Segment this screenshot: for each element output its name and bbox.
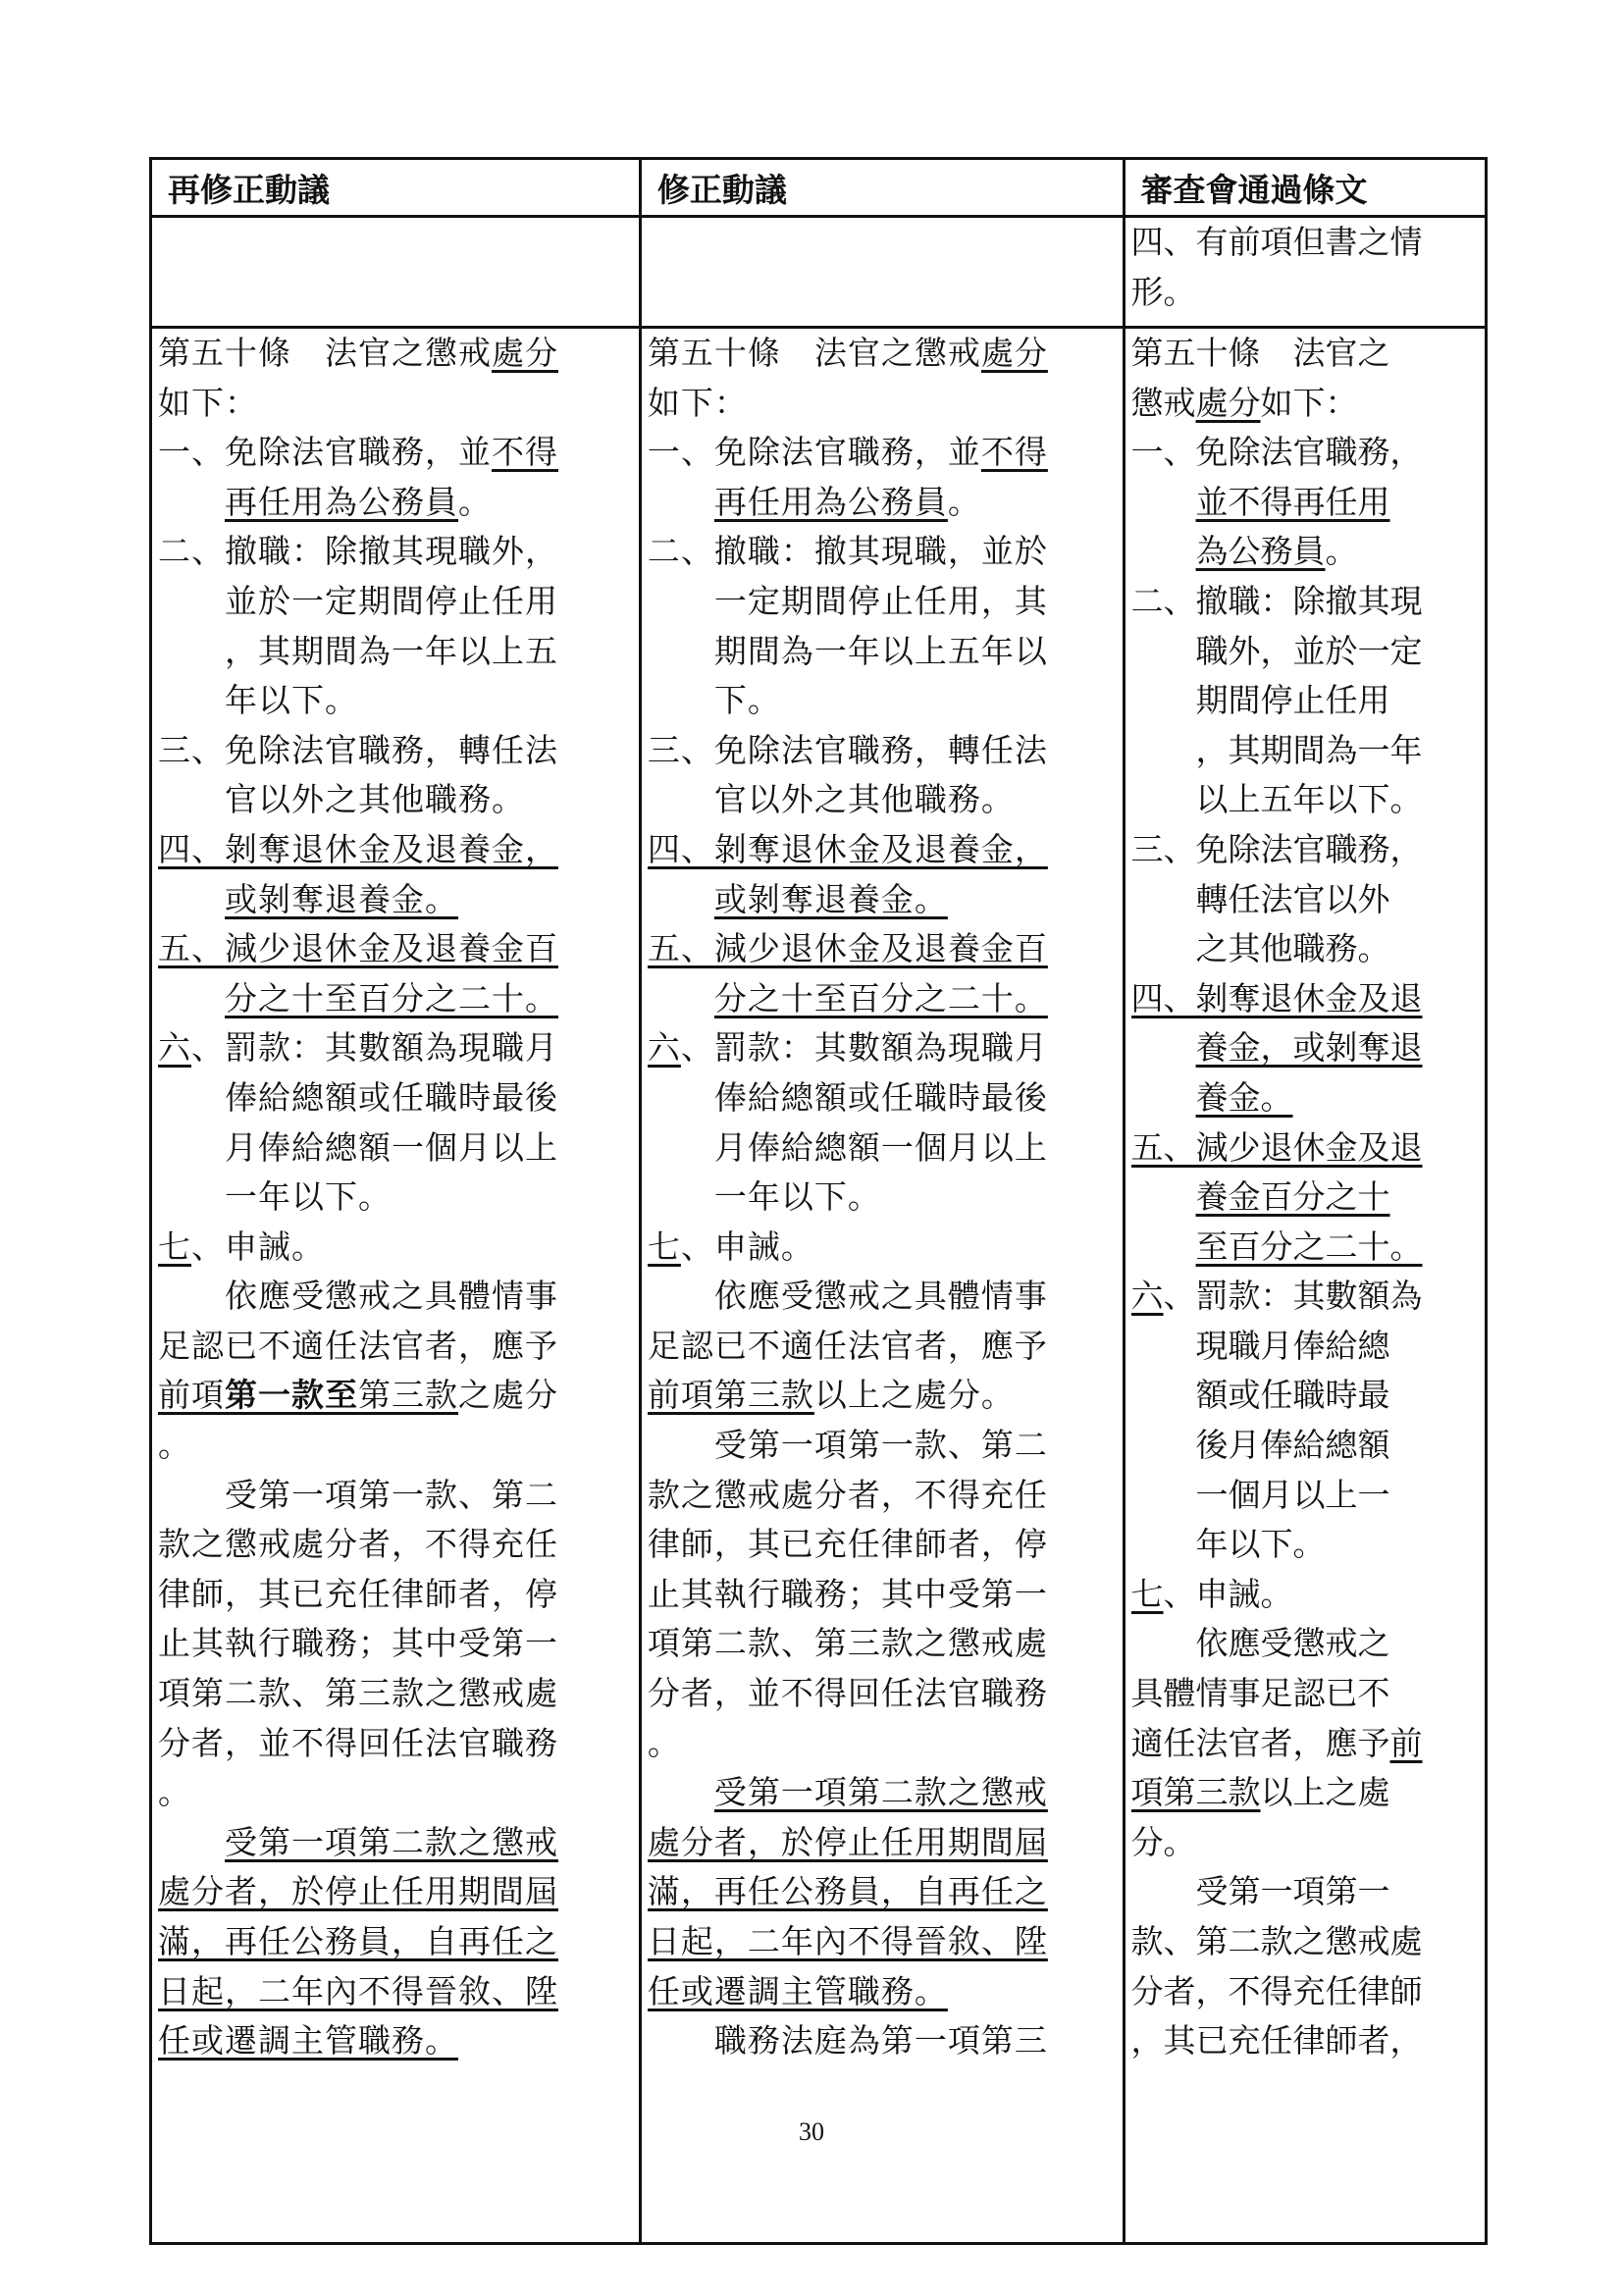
table-row — [151, 328, 1487, 2244]
text-segment: 受第一項第一款、第二 — [158, 1475, 558, 1514]
text-line — [158, 1173, 633, 1223]
text-line — [158, 428, 633, 478]
text-segment: 前項第三款 — [647, 1376, 814, 1415]
text-line — [158, 775, 633, 825]
text-line — [158, 1073, 633, 1123]
text-segment: 處分者，於停止任用期間屆 — [158, 1872, 558, 1911]
text-line — [648, 1719, 1117, 1769]
text-segment: 三、免除法官職務， — [1130, 829, 1423, 868]
text-segment: 或剝奪退養金。 — [713, 879, 948, 918]
text-line — [158, 478, 633, 528]
text-line — [1131, 924, 1479, 974]
text-segment: 受第一項第一 — [1130, 1872, 1390, 1911]
text-line — [648, 1669, 1117, 1719]
text-segment: 七 — [158, 1226, 191, 1266]
text-line — [158, 1223, 633, 1273]
text-segment: 七 — [1130, 1574, 1164, 1613]
text-line — [158, 924, 633, 974]
text-segment: 日起，二年內不得晉敘、陞 — [647, 1922, 1048, 1960]
text-segment: 款之懲戒處分者，不得充任 — [647, 1475, 1048, 1514]
text-segment: 一定期間停止任用，其 — [647, 581, 1048, 620]
text-segment: 五、減少退休金及退養金百 — [647, 929, 1048, 968]
text-line — [158, 1421, 633, 1471]
text-line — [158, 676, 633, 726]
text-line — [158, 1520, 633, 1570]
text-line — [1131, 775, 1479, 825]
text-segment: 懲戒 — [1130, 383, 1196, 422]
text-line — [1131, 875, 1479, 925]
text-segment: ，其已充任律師者， — [1130, 2021, 1423, 2061]
text-segment: 五、減少退休金及退養金百 — [158, 929, 558, 968]
text-line — [648, 527, 1117, 577]
text-segment — [648, 483, 714, 521]
text-line — [648, 875, 1117, 925]
text-line — [1131, 627, 1479, 677]
text-line — [1131, 527, 1479, 577]
text-line — [1131, 676, 1479, 726]
text-segment: 四、剝奪退休金及退養金， — [647, 829, 1048, 868]
text-segment: 具體情事足認已不 — [1130, 1674, 1390, 1713]
text-line — [158, 329, 633, 379]
text-segment: 下。 — [647, 681, 781, 720]
text-line — [1131, 218, 1479, 268]
text-line — [1131, 1471, 1479, 1521]
text-segment: 一年以下。 — [647, 1177, 881, 1217]
text-segment — [648, 880, 714, 918]
text-line — [158, 1768, 633, 1818]
cell-re-amendment — [151, 328, 641, 2244]
text-segment: 、罰款：其數額為現職月 — [191, 1028, 558, 1068]
header-re-amendment: 再修正動議 — [151, 159, 641, 217]
text-segment — [648, 1773, 714, 1811]
text-line — [648, 428, 1117, 478]
text-line — [648, 1619, 1117, 1669]
text-segment: 三、免除法官職務，轉任法 — [647, 730, 1048, 769]
text-segment: 額或任職時最 — [1130, 1376, 1390, 1415]
text-segment: 六 — [647, 1028, 681, 1068]
text-segment: 月俸給總額一個月以上 — [647, 1127, 1048, 1167]
text-segment: 處分 — [1195, 383, 1261, 422]
text-segment: 、申誡。 — [680, 1226, 814, 1266]
page-number: 30 — [799, 2117, 824, 2146]
text-line — [1131, 329, 1479, 379]
text-segment: 養金，或剝奪退 — [1195, 1028, 1423, 1068]
comparison-table — [149, 157, 1488, 2245]
text-segment: 七 — [647, 1226, 681, 1266]
text-line — [158, 379, 633, 429]
text-segment: 六 — [1130, 1277, 1164, 1316]
text-line — [648, 1768, 1117, 1818]
text-segment: 受第一項第二款之懲戒 — [713, 1773, 1048, 1812]
text-line — [1131, 1123, 1479, 1174]
text-line — [158, 1570, 633, 1620]
text-line — [648, 1123, 1117, 1174]
text-segment: 轉任法官以外 — [1130, 879, 1390, 918]
text-line — [1131, 379, 1479, 429]
text-line — [158, 1917, 633, 1967]
cell-re-amendment — [151, 217, 641, 328]
text-segment — [648, 979, 714, 1018]
text-segment: 分之十至百分之二十。 — [225, 978, 558, 1018]
text-line — [158, 1272, 633, 1322]
text-segment: 再任用為公務員 — [713, 482, 948, 521]
text-segment: 年以下。 — [1130, 1525, 1326, 1564]
text-segment: 分。 — [1130, 1822, 1196, 1861]
text-segment: 適任法官者，應予 — [1130, 1723, 1390, 1762]
text-line — [648, 825, 1117, 875]
text-line — [1131, 825, 1479, 875]
text-segment — [158, 979, 225, 1018]
text-line — [648, 2016, 1117, 2066]
text-segment — [1131, 1227, 1196, 1266]
text-line — [1131, 1173, 1479, 1223]
text-segment: 二、撤職：撤其現職，並於 — [647, 532, 1048, 571]
text-segment: 任或遷調主管職務。 — [647, 1971, 948, 2010]
text-segment: 處分 — [492, 334, 558, 372]
text-segment: 日起，二年內不得晉敘、陞 — [158, 1971, 558, 2010]
text-line — [158, 2016, 633, 2066]
text-line — [1131, 1768, 1479, 1818]
text-line — [1131, 1520, 1479, 1570]
text-line — [648, 1322, 1117, 1372]
text-segment — [158, 880, 225, 918]
text-segment: 足認已不適任法官者，應予 — [647, 1326, 1048, 1365]
text-segment: 四、剝奪退休金及退養金， — [158, 829, 558, 868]
text-segment: 並於一定期間停止任用 — [158, 581, 558, 620]
text-segment: 。 — [458, 482, 492, 521]
text-segment: 三、免除法官職務，轉任法 — [158, 730, 558, 769]
text-segment: 項第二款、第三款之懲戒處 — [158, 1674, 558, 1713]
text-segment: 月俸給總額一個月以上 — [158, 1127, 558, 1167]
text-line — [1131, 1570, 1479, 1620]
text-segment: 至百分之二十。 — [1195, 1226, 1423, 1266]
text-segment: 前項 — [158, 1376, 225, 1415]
text-segment: 。 — [1325, 532, 1358, 571]
text-segment: 職外，並於一定 — [1130, 631, 1423, 670]
text-segment: 、罰款：其數額為 — [1163, 1277, 1423, 1316]
text-line — [158, 726, 633, 776]
text-segment: ，其期間為一年以上五 — [158, 631, 558, 670]
text-segment: 以上五年以下。 — [1130, 780, 1423, 819]
text-segment: 現職月俸給總 — [1130, 1326, 1390, 1365]
text-segment: 受第一項第二款之懲戒 — [225, 1822, 558, 1861]
text-line — [1131, 1619, 1479, 1669]
text-segment: 二、撤職：除撤其現職外， — [158, 532, 558, 571]
text-line — [1131, 1818, 1479, 1868]
text-line — [648, 1023, 1117, 1073]
text-segment — [1131, 1078, 1196, 1117]
text-segment: 第五十條 法官之 — [1130, 334, 1390, 372]
text-segment — [1131, 532, 1196, 570]
text-line — [1131, 428, 1479, 478]
text-segment: 五、減少退休金及退 — [1130, 1127, 1423, 1167]
text-segment — [158, 483, 225, 521]
text-line — [648, 1867, 1117, 1917]
text-segment: 第一款至 — [225, 1376, 358, 1415]
text-segment — [1131, 483, 1196, 521]
text-segment: 第五十條 法官之懲戒 — [158, 334, 492, 372]
text-segment: 一、免除法官職務， — [1130, 433, 1423, 472]
text-segment: 六 — [158, 1028, 191, 1068]
text-line — [1131, 1023, 1479, 1073]
text-segment: 項第三款 — [1130, 1773, 1261, 1812]
text-line — [158, 527, 633, 577]
header-committee-text: 審查會通過條文 — [1124, 159, 1486, 217]
text-line — [1131, 1272, 1479, 1322]
text-segment: 以上之處分。 — [813, 1376, 1015, 1415]
text-segment: 分者，不得充任律師 — [1130, 1971, 1423, 2010]
text-line — [1131, 726, 1479, 776]
text-line — [158, 627, 633, 677]
text-segment — [1131, 1028, 1196, 1067]
text-segment: 任或遷調主管職務。 — [158, 2021, 458, 2061]
text-segment: 期間為一年以上五年以 — [647, 631, 1048, 670]
text-segment: 四、有前項但書之情 — [1130, 223, 1423, 261]
text-segment: 為公務員 — [1195, 532, 1326, 571]
text-line — [648, 1173, 1117, 1223]
text-segment: ，其期間為一年 — [1130, 730, 1423, 769]
text-segment: 律師，其已充任律師者，停 — [647, 1525, 1048, 1564]
text-segment: 再任用為公務員 — [225, 482, 458, 521]
text-line — [158, 1669, 633, 1719]
text-segment: 分者，並不得回任法官職務 — [647, 1674, 1048, 1713]
text-line — [648, 1471, 1117, 1521]
text-segment: 分之十至百分之二十。 — [713, 978, 1048, 1018]
text-segment: 止其執行職務；其中受第一 — [158, 1624, 558, 1663]
text-segment: 律師，其已充任律師者，停 — [158, 1574, 558, 1613]
text-line — [648, 1570, 1117, 1620]
text-segment: 足認已不適任法官者，應予 — [158, 1326, 558, 1365]
text-line — [158, 1818, 633, 1868]
text-segment: 或剝奪退養金。 — [225, 879, 458, 918]
text-segment: 如下： — [158, 383, 258, 422]
table-row — [151, 217, 1487, 328]
text-segment: 四、剝奪退休金及退 — [1130, 978, 1423, 1018]
text-segment: 之處分 — [458, 1376, 558, 1415]
text-line — [1131, 974, 1479, 1024]
text-segment: 第三款 — [358, 1376, 458, 1415]
text-segment: 官以外之其他職務。 — [158, 780, 525, 819]
text-line — [1131, 2016, 1479, 2066]
text-segment: 如下： — [1260, 383, 1358, 422]
text-segment: 後月俸給總額 — [1130, 1426, 1390, 1465]
text-line — [1131, 1421, 1479, 1471]
text-segment: 二、撤職：除撤其現 — [1130, 581, 1423, 620]
text-line — [1131, 1669, 1479, 1719]
text-segment: 一年以下。 — [158, 1177, 392, 1217]
text-segment: 不得 — [980, 433, 1048, 472]
cell-committee-text — [1124, 328, 1486, 2244]
text-segment: 項第二款、第三款之懲戒處 — [647, 1624, 1048, 1663]
text-line — [648, 1371, 1117, 1421]
text-segment: 並不得再任用 — [1195, 482, 1390, 521]
text-segment: 依應受懲戒之具體情事 — [647, 1277, 1048, 1316]
text-segment: 期間停止任用 — [1130, 681, 1390, 720]
text-line — [1131, 1917, 1479, 1967]
text-line — [158, 1322, 633, 1372]
text-line — [648, 1073, 1117, 1123]
text-segment: 官以外之其他職務。 — [647, 780, 1015, 819]
text-segment — [158, 1823, 225, 1861]
text-line — [158, 974, 633, 1024]
text-line — [648, 1223, 1117, 1273]
text-line — [158, 1471, 633, 1521]
text-line — [1131, 1371, 1479, 1421]
text-line — [158, 1967, 633, 2017]
text-line — [1131, 1223, 1479, 1273]
text-segment: 、罰款：其數額為現職月 — [680, 1028, 1048, 1068]
text-line — [1131, 478, 1479, 528]
text-line — [648, 924, 1117, 974]
cell-committee-text — [1124, 217, 1486, 328]
text-segment: 年以下。 — [158, 681, 358, 720]
text-segment: 職務法庭為第一項第三 — [647, 2021, 1048, 2061]
text-segment: 處分 — [980, 334, 1048, 372]
text-line — [1131, 1867, 1479, 1917]
text-line — [1131, 1322, 1479, 1372]
text-line — [648, 577, 1117, 627]
text-line — [158, 825, 633, 875]
text-segment: 之其他職務。 — [1130, 929, 1390, 968]
text-segment: 。 — [647, 1723, 681, 1762]
text-segment: 如下： — [647, 383, 748, 422]
text-segment: 款、第二款之懲戒處 — [1130, 1922, 1423, 1960]
text-line — [648, 726, 1117, 776]
text-line — [158, 1371, 633, 1421]
cell-amendment — [640, 328, 1124, 2244]
text-segment: 。 — [158, 1773, 191, 1812]
text-line — [1131, 577, 1479, 627]
text-line — [648, 1421, 1117, 1471]
text-line — [158, 1123, 633, 1174]
text-line — [158, 1867, 633, 1917]
text-line — [158, 1023, 633, 1073]
text-line — [1131, 268, 1479, 318]
text-line — [648, 1520, 1117, 1570]
text-line — [1131, 1719, 1479, 1769]
text-segment: 養金百分之十 — [1195, 1177, 1390, 1217]
text-line — [1131, 1073, 1479, 1123]
text-segment: 第五十條 法官之懲戒 — [647, 334, 981, 372]
text-segment: 一、免除法官職務，並 — [647, 433, 981, 472]
text-line — [648, 478, 1117, 528]
header-amendment: 修正動議 — [640, 159, 1124, 217]
text-segment: 款之懲戒處分者，不得充任 — [158, 1525, 558, 1564]
text-line — [158, 1619, 633, 1669]
text-segment: 不得 — [492, 433, 558, 472]
text-segment: 。 — [158, 1426, 191, 1465]
text-line — [648, 329, 1117, 379]
text-segment: 一、免除法官職務，並 — [158, 433, 492, 472]
cell-amendment — [640, 217, 1124, 328]
text-line — [648, 379, 1117, 429]
text-segment: 以上之處 — [1260, 1773, 1390, 1812]
text-line — [648, 627, 1117, 677]
text-segment: 、申誡。 — [1163, 1574, 1293, 1613]
header-row — [151, 159, 1487, 217]
text-segment: 依應受懲戒之具體情事 — [158, 1277, 558, 1316]
text-segment: 受第一項第一款、第二 — [647, 1426, 1048, 1465]
text-segment: 一個月以上一 — [1130, 1475, 1390, 1514]
text-segment: 依應受懲戒之 — [1130, 1624, 1390, 1663]
text-segment: 、申誡。 — [191, 1226, 325, 1266]
text-line — [648, 676, 1117, 726]
text-segment: 滿，再任公務員，自再任之 — [158, 1922, 558, 1960]
text-line — [648, 775, 1117, 825]
text-line — [158, 577, 633, 627]
text-segment: 分者，並不得回任法官職務 — [158, 1723, 558, 1762]
text-segment: 滿，再任公務員，自再任之 — [647, 1872, 1048, 1911]
text-line — [158, 875, 633, 925]
text-line — [648, 1818, 1117, 1868]
text-segment: 前 — [1389, 1723, 1423, 1762]
text-line — [648, 1272, 1117, 1322]
text-segment: 形。 — [1130, 272, 1196, 311]
text-segment: 處分者，於停止任用期間屆 — [647, 1822, 1048, 1861]
text-line — [1131, 1967, 1479, 2017]
text-line — [648, 974, 1117, 1024]
text-segment — [1131, 1177, 1196, 1216]
text-line — [158, 1719, 633, 1769]
text-line — [648, 1917, 1117, 1967]
text-segment: 俸給總額或任職時最後 — [647, 1077, 1048, 1117]
text-line — [648, 1967, 1117, 2017]
text-segment: 。 — [947, 482, 981, 521]
text-segment: 俸給總額或任職時最後 — [158, 1077, 558, 1117]
text-segment: 養金。 — [1195, 1077, 1293, 1117]
text-segment: 止其執行職務；其中受第一 — [647, 1574, 1048, 1613]
